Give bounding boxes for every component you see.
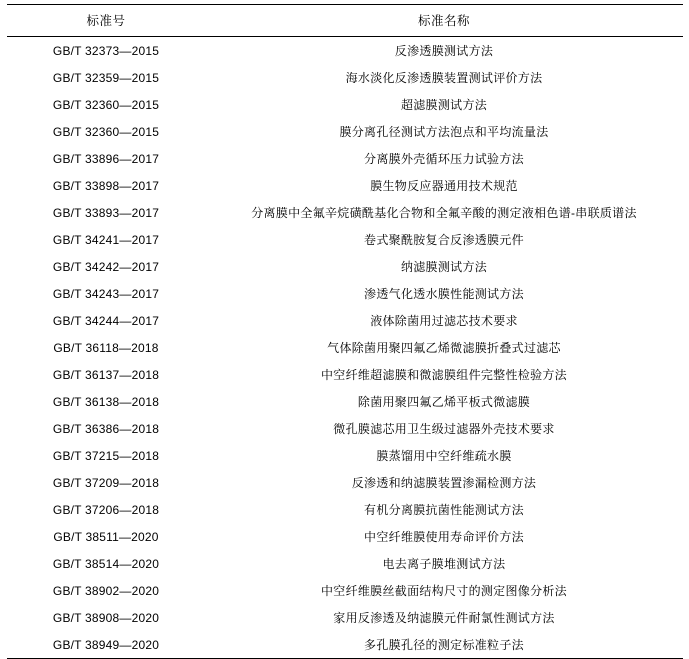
table-row — [7, 280, 683, 307]
table-row — [7, 334, 683, 361]
cell-standard-name: 膜分离孔径测试方法泡点和平均流量法 — [339, 125, 549, 139]
cell-standard-code: GB/T 34244—2017 — [52, 313, 160, 328]
cell-standard-code: GB/T 36386—2018 — [52, 421, 160, 436]
table-row — [7, 415, 683, 442]
cell-standard-code: GB/T 33896—2017 — [52, 151, 160, 166]
cell-standard-name: 中空纤维膜丝截面结构尺寸的测定图像分析法 — [320, 584, 567, 598]
table-body — [7, 37, 683, 659]
cell-standard-code: GB/T 38902—2020 — [52, 583, 160, 598]
table-row — [7, 496, 683, 523]
cell-standard-code: GB/T 38511—2020 — [53, 529, 159, 544]
cell-standard-code: GB/T 34242—2017 — [52, 259, 160, 274]
cell-standard-name: 膜生物反应器通用技术规范 — [370, 179, 518, 193]
cell-standard-name: 分离膜中全氟辛烷磺酰基化合物和全氟辛酸的测定液相色谱-串联质谱法 — [251, 206, 637, 220]
cell-standard-code: GB/T 32359—2015 — [52, 70, 160, 85]
table-row — [7, 253, 683, 280]
cell-standard-code: GB/T 38514—2020 — [52, 556, 160, 571]
table-row — [7, 64, 683, 91]
cell-standard-code: GB/T 37206—2018 — [52, 502, 160, 517]
table-row — [7, 577, 683, 604]
cell-standard-code: GB/T 36138—2018 — [52, 394, 160, 409]
table-row — [7, 361, 683, 388]
table-row — [7, 631, 683, 659]
table-row — [7, 172, 683, 199]
table-row — [7, 388, 683, 415]
column-header-name: 标准名称 — [205, 5, 683, 37]
cell-standard-name: 多孔膜孔径的测定标准粒子法 — [205, 631, 683, 659]
table-row — [7, 550, 683, 577]
cell-standard-name: 渗透气化透水膜性能测试方法 — [364, 287, 524, 301]
cell-standard-name: 反渗透膜测试方法 — [394, 44, 494, 58]
cell-standard-code: GB/T 34243—2017 — [52, 286, 160, 301]
table-row — [7, 37, 683, 65]
cell-standard-name: 电去离子膜堆测试方法 — [382, 557, 506, 571]
table-row — [7, 523, 683, 550]
cell-standard-name: 中空纤维超滤膜和微滤膜组件完整性检验方法 — [320, 368, 567, 382]
table-row — [7, 145, 683, 172]
table-row — [7, 226, 683, 253]
cell-standard-name: 反渗透和纳滤膜装置渗漏检测方法 — [351, 476, 537, 490]
table-row — [7, 91, 683, 118]
table-row — [7, 442, 683, 469]
cell-standard-name: 卷式聚酰胺复合反渗透膜元件 — [364, 233, 524, 247]
cell-standard-name: 纳滤膜测试方法 — [400, 260, 488, 274]
cell-standard-code: GB/T 33898—2017 — [52, 178, 160, 193]
cell-standard-code: GB/T 37209—2018 — [52, 475, 160, 490]
cell-standard-code: GB/T 36118—2018 — [53, 340, 159, 355]
cell-standard-name: 除菌用聚四氟乙烯平板式微滤膜 — [357, 395, 531, 409]
cell-standard-name: 液体除菌用过滤芯技术要求 — [370, 314, 518, 328]
cell-standard-name: 膜蒸馏用中空纤维疏水膜 — [376, 449, 512, 463]
column-header-code: 标准号 — [7, 5, 205, 37]
cell-standard-name: 中空纤维膜使用寿命评价方法 — [364, 530, 524, 544]
cell-standard-code: GB/T 38908—2020 — [52, 610, 160, 625]
cell-standard-name: 超滤膜测试方法 — [400, 98, 488, 112]
cell-standard-code: GB/T 33893—2017 — [52, 205, 160, 220]
cell-standard-name: 微孔膜滤芯用卫生级过滤器外壳技术要求 — [333, 422, 555, 436]
cell-standard-code: GB/T 36137—2018 — [52, 367, 160, 382]
cell-standard-name: 气体除菌用聚四氟乙烯微滤膜折叠式过滤芯 — [327, 341, 561, 355]
table-row — [7, 199, 683, 226]
table-header-row — [7, 5, 683, 37]
cell-standard-name: 分离膜外壳循环压力试验方法 — [364, 152, 524, 166]
cell-standard-code: GB/T 32360—2015 — [52, 124, 160, 139]
cell-standard-code: GB/T 32373—2015 — [52, 43, 160, 58]
cell-standard-name: 有机分离膜抗菌性能测试方法 — [364, 503, 524, 517]
cell-standard-code: GB/T 38949—2020 — [7, 631, 205, 659]
cell-standard-code: GB/T 34241—2017 — [52, 232, 160, 247]
table-row — [7, 307, 683, 334]
table-row — [7, 604, 683, 631]
cell-standard-code: GB/T 32360—2015 — [52, 97, 160, 112]
standards-table — [7, 4, 683, 659]
table-row — [7, 469, 683, 496]
table-header — [7, 5, 683, 37]
standards-table-container — [0, 4, 689, 659]
table-row — [7, 118, 683, 145]
cell-standard-name: 海水淡化反渗透膜装置测试评价方法 — [345, 71, 543, 85]
cell-standard-name: 家用反渗透及纳滤膜元件耐氯性测试方法 — [333, 611, 555, 625]
cell-standard-code: GB/T 37215—2018 — [52, 448, 160, 463]
